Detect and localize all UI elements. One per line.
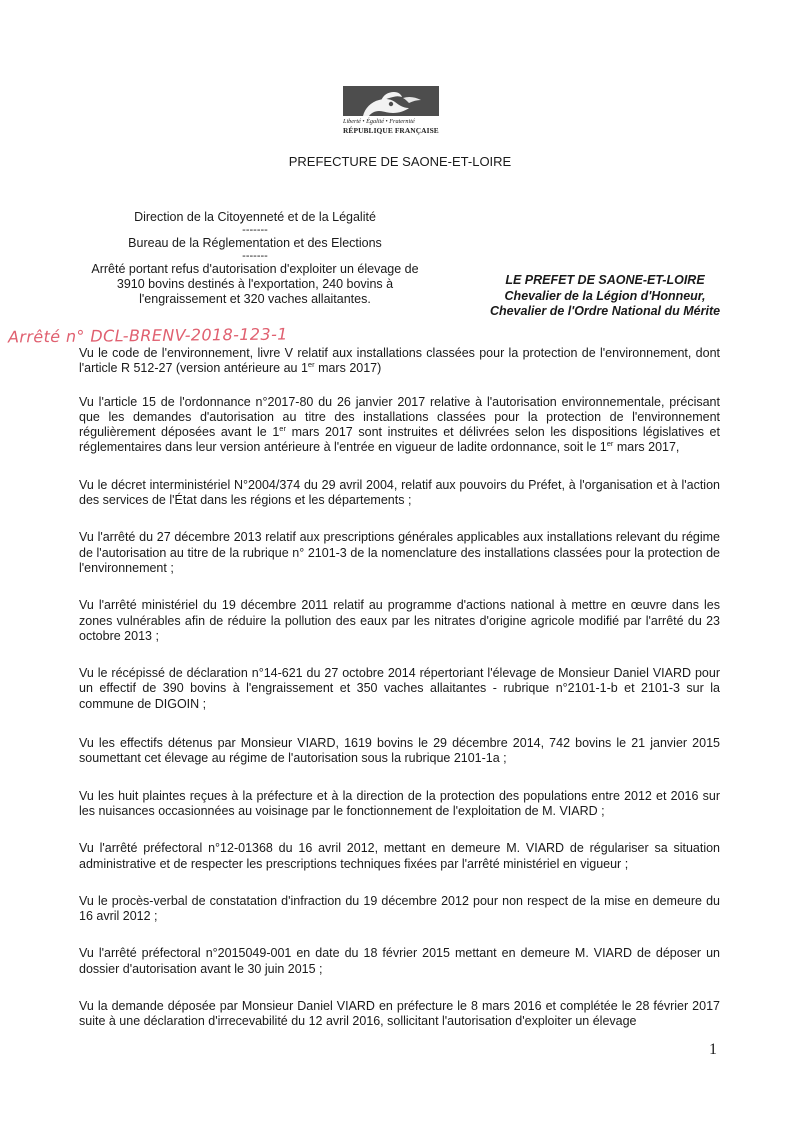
prefet-title-block: [455, 273, 755, 320]
vu-paragraph: Vu la demande déposée par Monsieur Daniel VIARD en préfecture le 8 mars 2016 et complétée le 28 février 2017 suite à une déclaration d'irrecevabilité du 12 avril 2016, sollicitant l'autorisation d'exploiter un élevage: [79, 999, 720, 1029]
republique-francaise-label: RÉPUBLIQUE FRANÇAISE: [343, 126, 439, 135]
direction-name: Direction de la Citoyenneté et de la Légalité: [134, 210, 376, 224]
republic-motto: Liberté • Égalité • Fraternité: [343, 118, 415, 125]
issuing-service-block: [80, 210, 430, 307]
arrete-title-line: l'engraissement et 320 vaches allaitantes.: [139, 292, 371, 307]
vu-paragraph: Vu l'arrêté ministériel du 19 décembre 2011 relatif au programme d'actions national à mettre en œuvre dans les zones vulnérables afin de réduire la pollution des eaux par les nitrates d'origine agricole modifié par l'arrêté du 23 octobre 2013 ;: [79, 598, 720, 643]
vu-paragraph: Vu le récépissé de déclaration n°14-621 du 27 octobre 2014 répertoriant l'élevage de Monsieur Daniel VIARD pour un effectif de 390 bovins à l'engraissement et 350 vaches allaitantes - rubrique n°2101-1-b et 2101-3 sur la commune de DIGOIN ;: [79, 666, 720, 711]
vu-paragraph: Vu le procès-verbal de constatation d'infraction du 19 décembre 2012 pour non respect de la mise en demeure du 16 avril 2012 ;: [79, 893, 720, 924]
marianne-emblem-icon: [343, 86, 439, 116]
handwritten-arrete-number: Arrêté n° DCL-BRENV-2018-123-1: [7, 324, 288, 347]
vu-paragraph: Vu l'arrêté préfectoral n°12-01368 du 16 avril 2012, mettant en demeure M. VIARD de régulariser sa situation administrative et de respecter les prescriptions techniques fixées par l'arrêté ministériel en vigueur ;: [79, 841, 720, 871]
prefet-honor: Chevalier de la Légion d'Honneur,: [504, 288, 706, 303]
prefecture-title: PREFECTURE DE SAONE-ET-LOIRE: [288, 154, 512, 169]
vu-paragraph: Vu l'arrêté préfectoral n°2015049-001 en date du 18 février 2015 mettant en demeure M. VIARD de déposer un dossier d'autorisation avant le 30 juin 2015 ;: [79, 946, 720, 976]
vu-paragraph: Vu le code de l'environnement, livre V relatif aux installations classées pour la protection de l'environnement, dont l'article R 512-27 (version antérieure au 1er mars 2017): [79, 346, 720, 376]
prefet-name: LE PREFET DE SAONE-ET-LOIRE: [505, 273, 705, 287]
document-body: [79, 346, 720, 1048]
page-number: 1: [709, 1041, 717, 1058]
marianne-logo: [343, 86, 440, 135]
arrete-title-line: Arrêté portant refus d'autorisation d'exploiter un élevage de: [91, 262, 419, 277]
vu-paragraph: Vu les effectifs détenus par Monsieur VIARD, 1619 bovins le 29 décembre 2014, 742 bovins le 21 janvier 2015 soumettant cet élevage au régime de l'autorisation sous la rubrique 2101-1a ;: [79, 736, 720, 766]
arrete-title-line: 3910 bovins destinés à l'exportation, 240 bovins à: [116, 277, 394, 292]
vu-paragraph: Vu l'article 15 de l'ordonnance n°2017-80 du 26 janvier 2017 relative à l'autorisation environnementale, précisant que les demandes d'autorisation au titre des installations classées pour la protection de l'environnement régulièrement déposées avant le 1er mars 2017 sont instruites et délivrées selon les dispositions législatives et réglementaires dans leur version antérieure à l'entrée en vigueur de ladite ordonnance, soit le 1er mars 2017,: [79, 394, 720, 455]
separator: -------: [242, 249, 268, 262]
separator: -------: [242, 223, 268, 236]
bureau-name: Bureau de la Réglementation et des Elections: [128, 236, 382, 251]
vu-paragraph: Vu les huit plaintes reçues à la préfecture et à la direction de la protection des populations entre 2012 et 2016 sur les nuisances occasionnées au voisinage par le fonctionnement de l'exploitation de M. VIARD ;: [79, 788, 720, 818]
prefet-honor: Chevalier de l'Ordre National du Mérite: [489, 304, 721, 318]
vu-paragraph: Vu le décret interministériel N°2004/374 du 29 avril 2004, relatif aux pouvoirs du Préfet, à l'organisation et à l'action des services de l'État dans les régions et les départements ;: [79, 477, 720, 508]
arrete-title: [80, 262, 430, 307]
vu-paragraph: Vu l'arrêté du 27 décembre 2013 relatif aux prescriptions générales applicables aux installations relevant du régime de l'autorisation au titre de la rubrique n° 2101-3 de la nomenclature des installations classées pour la protection de l'environnement ;: [79, 530, 720, 575]
